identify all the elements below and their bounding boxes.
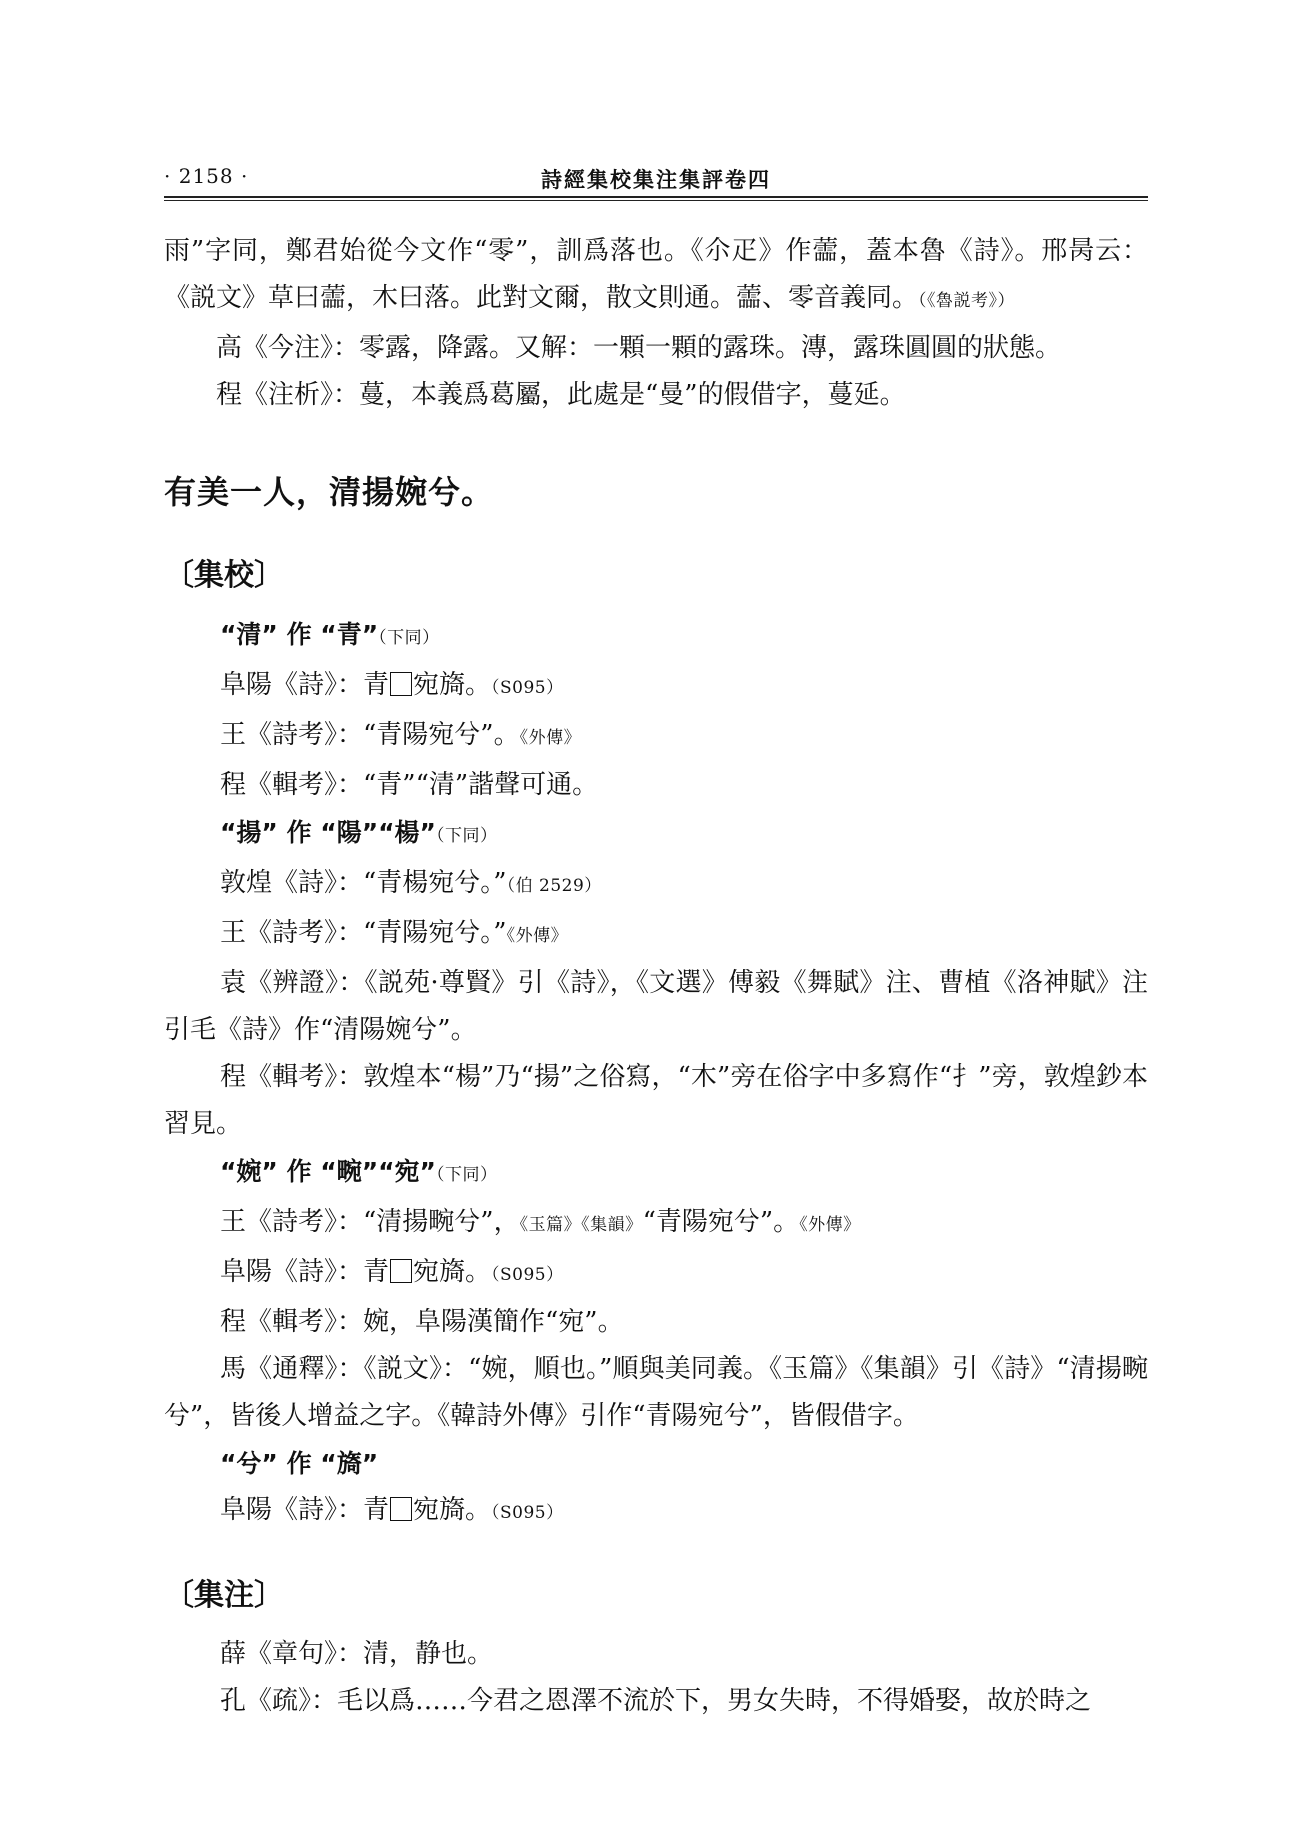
variant-title: “清” 作 “青” — [220, 620, 379, 649]
header-rule — [164, 196, 1148, 201]
variant-note: （下同） — [436, 1165, 498, 1185]
variant-heading-yang — [164, 809, 1148, 860]
running-title: 詩經集校集注集評卷四 — [541, 167, 771, 192]
variant-title: “婉” 作 “畹”“宛” — [220, 1157, 436, 1186]
collation-entry: 程《輯考》：“青”“清”諧聲可通。 — [220, 770, 599, 800]
collation-entry: 阜陽《詩》：青 宛旖。（S095） — [220, 670, 564, 700]
collation-entry: 王《詩考》：“清揚畹兮”，《玉篇》《集韻》“青陽宛兮”。《外傳》 — [220, 1207, 861, 1237]
verse-heading: 有美一人，清揚婉兮。 — [164, 473, 495, 511]
intro-paragraph-1 — [164, 228, 1148, 325]
missing-character-box — [390, 672, 412, 696]
page-body — [164, 228, 1148, 1725]
page-header — [164, 156, 1148, 196]
collation-entry: 阜陽《詩》：青 宛旖。（S095） — [220, 1257, 564, 1287]
collation-entry: 馬《通釋》：《説文》：“婉，順也。”順與美同義。《玉篇》《集韻》引《詩》“清揚畹兮”，皆後人增益之字。《韓詩外傳》引作“青陽宛兮”，皆假借字。 — [164, 1354, 1148, 1431]
collation-entry: 王《詩考》：“青陽宛兮。”《外傳》 — [220, 918, 569, 948]
commentary-entry: 孔《疏》：毛以爲……今君之恩澤不流於下，男女失時，不得婚娶，故於時之 — [220, 1686, 1092, 1716]
variant-title: “揚” 作 “陽”“楊” — [220, 818, 436, 847]
jizhu-heading: 〔集注〕 — [164, 1578, 284, 1613]
missing-character-box — [390, 1259, 412, 1283]
intro-paragraph-3: 程《注析》：蔓，本義爲葛屬，此處是“曼”的假借字，蔓延。 — [216, 380, 906, 410]
missing-character-box — [390, 1497, 412, 1521]
variant-heading-wan — [164, 1148, 1148, 1199]
collation-entry: 敦煌《詩》：“青楊宛兮。”（伯 2529） — [220, 868, 602, 898]
page-number: · 2158 · — [164, 164, 249, 188]
collation-entry: 阜陽《詩》：青 宛旖。（S095） — [220, 1495, 564, 1525]
variant-title: “兮” 作 “旖” — [220, 1449, 379, 1478]
commentary-entry: 薛《章句》：清，静也。 — [220, 1639, 494, 1669]
intro-text-1: 雨”字同，鄭君始從今文作“零”，訓爲落也。《尒疋》作蘦，蓋本魯《詩》。邢昺云：《説文》草曰蘦，木曰落。此對文爾，散文則通。蘦、零音義同。 — [164, 236, 1148, 313]
intro-paragraph-2: 高《今注》：零露，降露。又解：一顆一顆的露珠。漙，露珠圓圓的狀態。 — [216, 333, 1062, 363]
collation-entry: 王《詩考》：“青陽宛兮”。《外傳》 — [220, 720, 582, 750]
variant-note: （下同） — [436, 826, 498, 846]
variant-heading-qing — [164, 611, 1148, 662]
collation-entry: 袁《辨證》：《説苑·尊賢》引《詩》，《文選》傅毅《舞賦》注、曹植《洛神賦》注引毛《詩》作“清陽婉兮”。 — [164, 968, 1148, 1045]
jijiao-heading: 〔集校〕 — [164, 558, 284, 593]
collation-entry: 程《輯考》：婉，阜陽漢簡作“宛”。 — [220, 1307, 624, 1337]
variant-note: （下同） — [378, 628, 440, 648]
collation-entry: 程《輯考》：敦煌本“楊”乃“揚”之俗寫，“木”旁在俗字中多寫作“扌”旁，敦煌鈔本習見。 — [164, 1062, 1148, 1139]
intro-note-1: （《魯説考》） — [918, 291, 1016, 311]
variant-heading-xi — [164, 1440, 1148, 1487]
